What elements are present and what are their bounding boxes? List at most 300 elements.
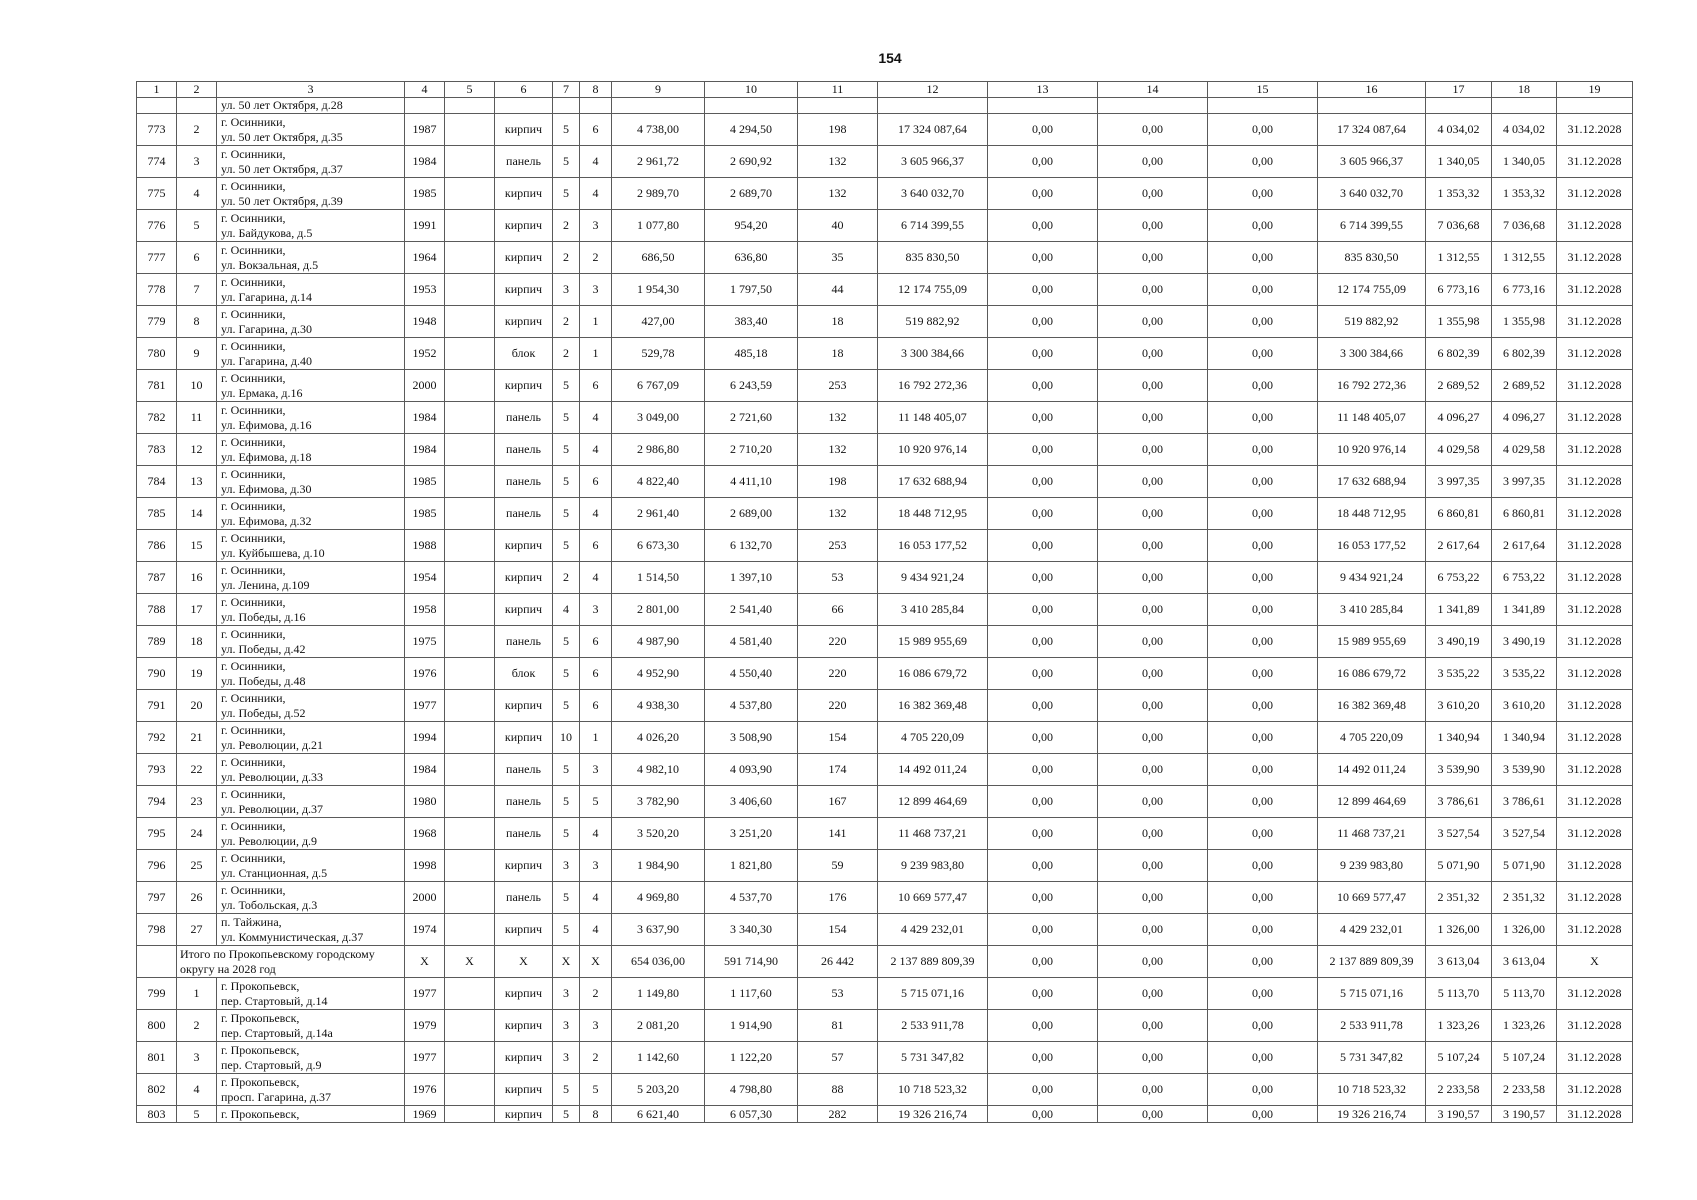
- table-cell: 4: [580, 562, 612, 594]
- table-cell: 5: [553, 402, 580, 434]
- table-cell: 0,00: [1208, 498, 1318, 530]
- table-cell: [445, 338, 495, 370]
- column-header: 11: [798, 82, 878, 98]
- table-cell: кирпич: [495, 978, 553, 1010]
- table-cell: 0,00: [1098, 1042, 1208, 1074]
- table-cell: 132: [798, 402, 878, 434]
- column-header: 9: [612, 82, 705, 98]
- table-cell: панель: [495, 818, 553, 850]
- address-locality: г. Осинники,: [221, 306, 286, 321]
- table-cell: 5: [553, 786, 580, 818]
- table-cell: 1952: [405, 338, 445, 370]
- table-cell: [445, 274, 495, 306]
- table-cell: 4: [580, 818, 612, 850]
- table-cell: 784: [137, 466, 177, 498]
- table-cell: 31.12.2028: [1557, 1042, 1633, 1074]
- total-label: Итого по Прокопьевскому городскому округу на 2028 год: [177, 946, 405, 978]
- table-cell: 31.12.2028: [1557, 594, 1633, 626]
- table-cell: панель: [495, 754, 553, 786]
- address-street: ул. 50 лет Октября, д.39: [221, 193, 343, 208]
- table-cell: 1975: [405, 626, 445, 658]
- table-cell: кирпич: [495, 306, 553, 338]
- table-cell: 0,00: [988, 178, 1098, 210]
- table-cell: [445, 978, 495, 1010]
- column-header: 15: [1208, 82, 1318, 98]
- address-locality: г. Осинники,: [221, 786, 286, 801]
- table-cell: [445, 466, 495, 498]
- table-row: [137, 434, 1633, 466]
- table-cell: 6: [580, 626, 612, 658]
- table-cell: 773: [137, 114, 177, 146]
- table-cell: 22: [177, 754, 217, 786]
- table-cell: 4 034,02: [1426, 114, 1492, 146]
- table-cell: 132: [798, 498, 878, 530]
- table-cell: 4 537,70: [705, 882, 798, 914]
- table-cell: 1976: [405, 1074, 445, 1106]
- table-cell: 0,00: [1098, 210, 1208, 242]
- address-street: пер. Стартовый, д.9: [221, 1057, 322, 1072]
- table-cell: 0,00: [988, 1010, 1098, 1042]
- table-row: [137, 1074, 1633, 1106]
- table-cell: 1985: [405, 498, 445, 530]
- address-locality: г. Осинники,: [221, 498, 286, 513]
- table-cell: 0,00: [1098, 434, 1208, 466]
- table-cell: 4 429 232,01: [878, 914, 988, 946]
- table-cell: [445, 434, 495, 466]
- table-cell: 3 190,57: [1492, 1106, 1557, 1123]
- table-cell: 12 174 755,09: [1318, 274, 1426, 306]
- table-cell: 4: [580, 178, 612, 210]
- total-cell: 654 036,00: [612, 946, 705, 978]
- table-cell: 23: [177, 786, 217, 818]
- address-locality: г. Осинники,: [221, 466, 286, 481]
- table-cell: 1968: [405, 818, 445, 850]
- table-cell: 0,00: [988, 882, 1098, 914]
- table-cell: 5: [553, 1106, 580, 1123]
- table-cell: 1 326,00: [1426, 914, 1492, 946]
- table-cell: 2: [580, 1042, 612, 1074]
- table-cell: 0,00: [1208, 818, 1318, 850]
- address-cell: [217, 242, 405, 274]
- table-cell: [445, 498, 495, 530]
- table-cell: 797: [137, 882, 177, 914]
- table-cell: 0,00: [1098, 626, 1208, 658]
- address-street: ул. Победы, д.42: [221, 641, 306, 656]
- table-row: [137, 626, 1633, 658]
- address-locality: г. Осинники,: [221, 690, 286, 705]
- table-cell: 2 710,20: [705, 434, 798, 466]
- total-cell: 3 613,04: [1426, 946, 1492, 978]
- table-cell: 16 382 369,48: [1318, 690, 1426, 722]
- table-cell: [445, 178, 495, 210]
- address-locality: г. Осинники,: [221, 178, 286, 193]
- table-cell: 6 767,09: [612, 370, 705, 402]
- table-cell: 220: [798, 658, 878, 690]
- table-cell: 2 986,80: [612, 434, 705, 466]
- table-cell: 3 539,90: [1426, 754, 1492, 786]
- table-cell: 1 984,90: [612, 850, 705, 882]
- table-cell: 0,00: [1098, 338, 1208, 370]
- table-cell: 13: [177, 466, 217, 498]
- table-cell: 1 353,32: [1426, 178, 1492, 210]
- address-cell: [217, 1106, 405, 1123]
- table-cell: 2: [553, 338, 580, 370]
- address-locality: г. Прокопьевск,: [221, 1074, 300, 1089]
- column-header: 8: [580, 82, 612, 98]
- table-cell: 0,00: [1098, 914, 1208, 946]
- table-cell: 519 882,92: [1318, 306, 1426, 338]
- address-locality: г. Осинники,: [221, 658, 286, 673]
- table-cell: 4 093,90: [705, 754, 798, 786]
- table-cell: 0,00: [1098, 274, 1208, 306]
- table-cell: 17: [177, 594, 217, 626]
- column-header: 4: [405, 82, 445, 98]
- table-cell: 3 049,00: [612, 402, 705, 434]
- address-cell: [217, 786, 405, 818]
- total-cell: X: [495, 946, 553, 978]
- table-cell: 0,00: [1098, 978, 1208, 1010]
- address-cell: [217, 306, 405, 338]
- table-cell: 686,50: [612, 242, 705, 274]
- table-cell: [445, 402, 495, 434]
- table-cell: 780: [137, 338, 177, 370]
- address-locality: г. Осинники,: [221, 274, 286, 289]
- address-street: ул. Тобольская, д.3: [221, 897, 318, 912]
- table-cell: 132: [798, 178, 878, 210]
- table-cell: 4 938,30: [612, 690, 705, 722]
- table-cell: 529,78: [612, 338, 705, 370]
- table-cell: 787: [137, 562, 177, 594]
- table-cell: 2: [580, 242, 612, 274]
- table-cell: 4 029,58: [1492, 434, 1557, 466]
- table-cell: 0,00: [1208, 434, 1318, 466]
- table-cell: 4 798,80: [705, 1074, 798, 1106]
- address-street: ул. Ефимова, д.16: [221, 417, 312, 432]
- address-locality: г. Осинники,: [221, 722, 286, 737]
- table-cell: 5: [553, 498, 580, 530]
- table-cell: кирпич: [495, 1042, 553, 1074]
- table-cell: 21: [177, 722, 217, 754]
- address-street: пер. Стартовый, д.14а: [221, 1025, 333, 1040]
- column-header: 19: [1557, 82, 1633, 98]
- table-cell: панель: [495, 498, 553, 530]
- address-cell: [217, 274, 405, 306]
- address-street: ул. Победы, д.52: [221, 705, 306, 720]
- table-cell: 4 738,00: [612, 114, 705, 146]
- table-cell: 777: [137, 242, 177, 274]
- table-cell: 5 107,24: [1492, 1042, 1557, 1074]
- address-street: ул. Ефимова, д.18: [221, 449, 312, 464]
- table-cell: 5 113,70: [1492, 978, 1557, 1010]
- table-cell: 31.12.2028: [1557, 850, 1633, 882]
- table-cell: 1977: [405, 1042, 445, 1074]
- table-cell: 786: [137, 530, 177, 562]
- table-cell: 10 920 976,14: [1318, 434, 1426, 466]
- table-cell: 2 690,92: [705, 146, 798, 178]
- table-cell: 31.12.2028: [1557, 114, 1633, 146]
- address-locality: г. Осинники,: [221, 146, 286, 161]
- address-cell: [217, 498, 405, 530]
- table-cell: 0,00: [988, 626, 1098, 658]
- address-street: ул. Революции, д.21: [221, 737, 324, 752]
- address-cell: [217, 210, 405, 242]
- table-cell: 3: [553, 274, 580, 306]
- address-street: ул. Ефимова, д.32: [221, 513, 312, 528]
- table-cell: 796: [137, 850, 177, 882]
- table-cell: 17 324 087,64: [1318, 114, 1426, 146]
- table-cell: 4 550,40: [705, 658, 798, 690]
- table-cell: 253: [798, 530, 878, 562]
- table-cell: 0,00: [1098, 178, 1208, 210]
- table-cell: 1984: [405, 146, 445, 178]
- address-cell: [217, 114, 405, 146]
- table-cell: 1 323,26: [1492, 1010, 1557, 1042]
- table-cell: 0,00: [1208, 914, 1318, 946]
- table-cell: 0,00: [988, 1042, 1098, 1074]
- address-street: ул. Революции, д.9: [221, 833, 318, 848]
- table-cell: 0,00: [1208, 690, 1318, 722]
- table-cell: 5: [553, 690, 580, 722]
- table-cell: 18: [177, 626, 217, 658]
- table-cell: 31.12.2028: [1557, 338, 1633, 370]
- table-cell: 4 537,80: [705, 690, 798, 722]
- table-cell: 31.12.2028: [1557, 434, 1633, 466]
- table-cell: кирпич: [495, 914, 553, 946]
- table-cell: кирпич: [495, 594, 553, 626]
- table-cell: 3: [580, 274, 612, 306]
- table-cell: 31.12.2028: [1557, 242, 1633, 274]
- table-cell: 11 148 405,07: [878, 402, 988, 434]
- table-cell: 10 718 523,32: [878, 1074, 988, 1106]
- table-cell: 44: [798, 274, 878, 306]
- table-row: [137, 178, 1633, 210]
- table-row: [137, 1106, 1633, 1123]
- table-cell: 0,00: [1098, 466, 1208, 498]
- table-cell: 4 029,58: [1426, 434, 1492, 466]
- table-cell: кирпич: [495, 722, 553, 754]
- table-cell: 798: [137, 914, 177, 946]
- column-header: 10: [705, 82, 798, 98]
- table-cell: 5 071,90: [1426, 850, 1492, 882]
- table-cell: 31.12.2028: [1557, 210, 1633, 242]
- table-cell: 1 077,80: [612, 210, 705, 242]
- table-cell: 0,00: [1208, 850, 1318, 882]
- table-cell: 3: [553, 1042, 580, 1074]
- table-cell: 789: [137, 626, 177, 658]
- table-cell: 0,00: [1098, 114, 1208, 146]
- table-cell: 0,00: [1098, 754, 1208, 786]
- address-street: ул. Вокзальная, д.5: [221, 257, 319, 272]
- table-cell: 26: [177, 882, 217, 914]
- total-cell: 0,00: [1098, 946, 1208, 978]
- table-cell: 781: [137, 370, 177, 402]
- table-cell: 0,00: [1208, 466, 1318, 498]
- address-street: ул. Революции, д.37: [221, 801, 324, 816]
- table-cell: 0,00: [1098, 818, 1208, 850]
- table-cell: 2: [553, 562, 580, 594]
- table-cell: 2 541,40: [705, 594, 798, 626]
- table-cell: 31.12.2028: [1557, 466, 1633, 498]
- table-cell: 1 340,94: [1426, 722, 1492, 754]
- table-cell: 10 669 577,47: [878, 882, 988, 914]
- table-cell: [445, 370, 495, 402]
- table-cell: 1 326,00: [1492, 914, 1557, 946]
- table-cell: 25: [177, 850, 217, 882]
- table-cell: 0,00: [1098, 498, 1208, 530]
- table-cell: 1985: [405, 466, 445, 498]
- table-cell: 2 351,32: [1426, 882, 1492, 914]
- table-cell: 3 997,35: [1426, 466, 1492, 498]
- table-cell: 1984: [405, 754, 445, 786]
- table-cell: 3 508,90: [705, 722, 798, 754]
- table-cell: 11 468 737,21: [1318, 818, 1426, 850]
- table-cell: 18: [798, 338, 878, 370]
- address-street: ул. Революции, д.33: [221, 769, 324, 784]
- table-cell: 0,00: [988, 114, 1098, 146]
- table-cell: 17 632 688,94: [878, 466, 988, 498]
- table-cell: 3 490,19: [1426, 626, 1492, 658]
- address-cell: [217, 562, 405, 594]
- table-cell: 5: [553, 434, 580, 466]
- table-cell: [445, 914, 495, 946]
- address-cell: [217, 1042, 405, 1074]
- table-cell: 799: [137, 978, 177, 1010]
- address-locality: г. Осинники,: [221, 402, 286, 417]
- table-cell: 4 411,10: [705, 466, 798, 498]
- table-cell: 31.12.2028: [1557, 274, 1633, 306]
- column-header: 13: [988, 82, 1098, 98]
- table-cell: 2000: [405, 882, 445, 914]
- table-cell: 0,00: [988, 658, 1098, 690]
- table-cell: 14: [177, 498, 217, 530]
- address-cell: [217, 850, 405, 882]
- address-cell: [217, 882, 405, 914]
- table-cell: 794: [137, 786, 177, 818]
- table-cell: 24: [177, 818, 217, 850]
- table-cell: 5: [553, 658, 580, 690]
- total-cell: X: [1557, 946, 1633, 978]
- table-cell: 2 233,58: [1492, 1074, 1557, 1106]
- table-cell: 2 617,64: [1426, 530, 1492, 562]
- address-cell: [217, 658, 405, 690]
- table-cell: [445, 242, 495, 274]
- table-cell: 0,00: [988, 850, 1098, 882]
- table-cell: 16 053 177,52: [878, 530, 988, 562]
- table-cell: 1977: [405, 690, 445, 722]
- table-cell: [445, 722, 495, 754]
- table-cell: 1984: [405, 434, 445, 466]
- table-cell: 5: [553, 114, 580, 146]
- table-cell: 1987: [405, 114, 445, 146]
- table-cell: 5: [553, 818, 580, 850]
- column-header: 2: [177, 82, 217, 98]
- table-cell: кирпич: [495, 114, 553, 146]
- table-cell: 0,00: [988, 562, 1098, 594]
- table-cell: 31.12.2028: [1557, 914, 1633, 946]
- table-cell: 10 718 523,32: [1318, 1074, 1426, 1106]
- table-cell: 2 989,70: [612, 178, 705, 210]
- table-row: [137, 818, 1633, 850]
- total-cell: 2 137 889 809,39: [878, 946, 988, 978]
- table-cell: 4: [553, 594, 580, 626]
- table-cell: 5: [553, 146, 580, 178]
- table-cell: 35: [798, 242, 878, 274]
- column-header: 3: [217, 82, 405, 98]
- table-cell: 0,00: [988, 1074, 1098, 1106]
- table-cell: 5 715 071,16: [878, 978, 988, 1010]
- table-cell: 20: [177, 690, 217, 722]
- table-cell: 31.12.2028: [1557, 562, 1633, 594]
- table-cell: 3 410 285,84: [878, 594, 988, 626]
- table-cell: кирпич: [495, 1010, 553, 1042]
- table-cell: 3 539,90: [1492, 754, 1557, 786]
- total-cell: X: [580, 946, 612, 978]
- address-cell: [217, 338, 405, 370]
- table-row: [137, 1010, 1633, 1042]
- address-street: пер. Стартовый, д.14: [221, 993, 328, 1008]
- total-cell: 26 442: [798, 946, 878, 978]
- table-cell: 0,00: [1098, 850, 1208, 882]
- table-cell: 791: [137, 690, 177, 722]
- table-cell: 0,00: [988, 434, 1098, 466]
- table-cell: 8: [580, 1106, 612, 1123]
- table-cell: 16 792 272,36: [1318, 370, 1426, 402]
- table-cell: 785: [137, 498, 177, 530]
- table-cell: 779: [137, 306, 177, 338]
- table-cell: 1 914,90: [705, 1010, 798, 1042]
- table-cell: 0,00: [1208, 658, 1318, 690]
- table-row: [137, 242, 1633, 274]
- table-cell: 4: [177, 178, 217, 210]
- table-cell: 4 294,50: [705, 114, 798, 146]
- address-cell: [217, 722, 405, 754]
- table-cell: 0,00: [1208, 1042, 1318, 1074]
- table-cell: 0,00: [1098, 370, 1208, 402]
- table-cell: 154: [798, 914, 878, 946]
- table-row: [137, 1042, 1633, 1074]
- table-cell: [445, 114, 495, 146]
- table-cell: панель: [495, 434, 553, 466]
- table-row: [137, 274, 1633, 306]
- total-cell: 3 613,04: [1492, 946, 1557, 978]
- table-cell: 2 351,32: [1492, 882, 1557, 914]
- table-cell: 1979: [405, 1010, 445, 1042]
- table-cell: 5: [553, 530, 580, 562]
- table-row: [137, 786, 1633, 818]
- table-cell: 4: [177, 1074, 217, 1106]
- table-cell: 31.12.2028: [1557, 178, 1633, 210]
- table-cell: 14 492 011,24: [1318, 754, 1426, 786]
- address-cell: [217, 1074, 405, 1106]
- table-cell: 5 203,20: [612, 1074, 705, 1106]
- table-cell: 15 989 955,69: [878, 626, 988, 658]
- table-row: [137, 882, 1633, 914]
- table-cell: 3 786,61: [1492, 786, 1557, 818]
- table-cell: 6: [580, 114, 612, 146]
- table-cell: 778: [137, 274, 177, 306]
- table-cell: 427,00: [612, 306, 705, 338]
- table-cell: 1 340,05: [1492, 146, 1557, 178]
- table-cell: 220: [798, 690, 878, 722]
- table-cell: 2 961,72: [612, 146, 705, 178]
- table-cell: 1 312,55: [1426, 242, 1492, 274]
- table-cell: 3 527,54: [1492, 818, 1557, 850]
- table-cell: 4 034,02: [1492, 114, 1557, 146]
- table-cell: 0,00: [988, 338, 1098, 370]
- table-cell: 802: [137, 1074, 177, 1106]
- table-cell: 5: [177, 1106, 217, 1123]
- total-cell: 591 714,90: [705, 946, 798, 978]
